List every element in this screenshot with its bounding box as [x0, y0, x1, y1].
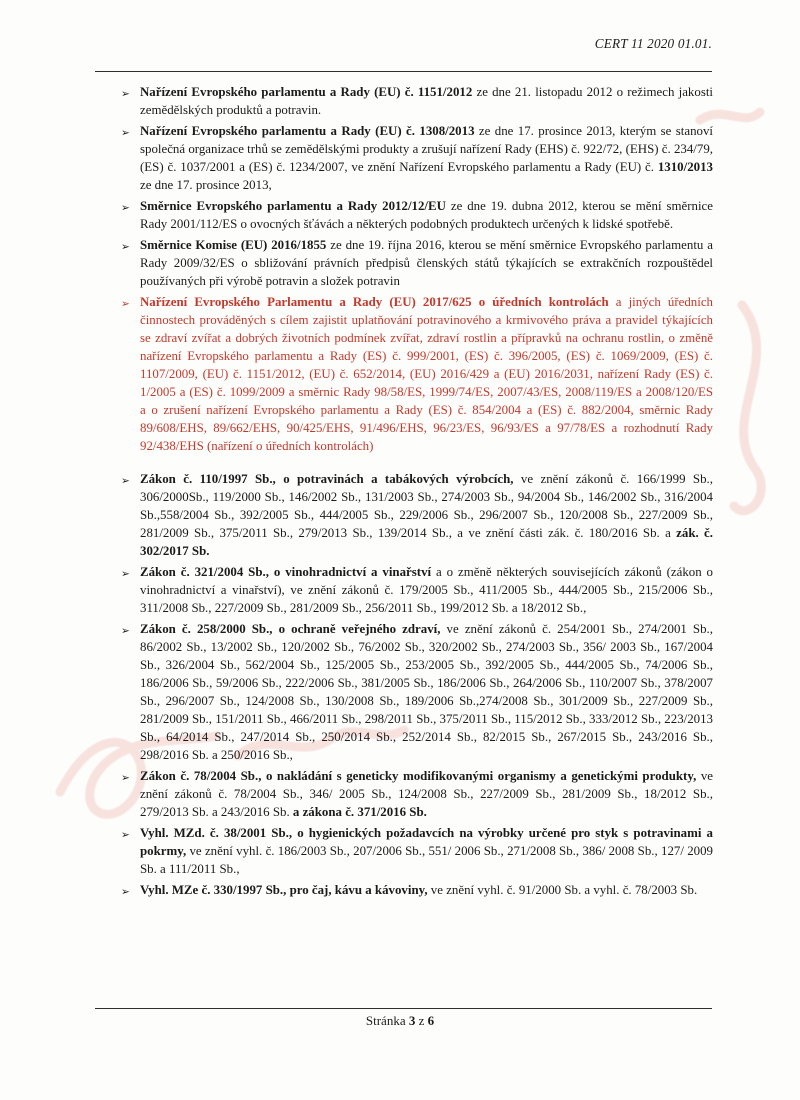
list-item-text [140, 199, 713, 231]
text-segment: a o změně některých souvisejících zákonů (zákon o vinohradnictví a vinařství), ve znění zákonů č. 179/2005 Sb., 411/2005 Sb., 444/2005 Sb., 215/2006 Sb., 311/2008 Sb., 227/2009 Sb., 281/2009 Sb., 256/2011 Sb., 199/2012 Sb. a 18/2012 Sb., [140, 565, 714, 615]
text-segment: Stránka [365, 1013, 409, 1028]
text-segment-bold: Zákon č. 110/1997 Sb., o potravinách a tabákových výrobcích, [140, 472, 514, 486]
list-bullet-icon: ➢ [121, 126, 130, 139]
text-segment-bold: zák. č. 302/2017 Sb. [140, 526, 714, 558]
list-item-text [140, 769, 713, 819]
header-divider [95, 71, 712, 72]
text-segment-bold: Směrnice Evropského parlamentu a Rady 2012/12/EU [140, 199, 446, 213]
text-segment-bold: Nařízení Evropského parlamentu a Rady (EU) č. 1151/2012 [140, 85, 473, 99]
list-item [121, 563, 713, 617]
regulation-list [121, 83, 713, 902]
page-number [0, 1013, 800, 1029]
list-item [121, 824, 713, 878]
list-item-text [140, 295, 713, 453]
list-item-text [140, 472, 713, 558]
doc-code: CERT 11 2020 01.01. [594, 36, 712, 51]
text-segment-bold: Zákon č. 78/2004 Sb., o nakládání s geneticky modifikovanými organismy a genetickými produkty, [140, 769, 697, 783]
text-segment: ve znění vyhl. č. 186/2003 Sb., 207/2006 Sb., 551/ 2006 Sb., 271/2008 Sb., 386/ 2008 Sb., 127/ 2009 Sb. a 111/2011 Sb., [140, 844, 713, 876]
list-bullet-icon: ➢ [121, 624, 130, 637]
list-bullet-icon: ➢ [121, 201, 130, 214]
text-segment: ve znění vyhl. č. 91/2000 Sb. a vyhl. č. 78/2003 Sb. [427, 883, 698, 897]
text-segment-bold: Nařízení Evropského parlamentu a Rady (EU) č. 1308/2013 [140, 124, 475, 138]
text-segment-bold: Zákon č. 258/2000 Sb., o ochraně veřejného zdraví, [140, 622, 441, 636]
list-bullet-icon: ➢ [121, 297, 130, 310]
list-item [121, 767, 713, 821]
text-segment: ze dne 19. října 2016, kterou se mění směrnice Evropského parlamentu a Rady 2009/32/ES o sbližování právních předpisů členských států týkajících se extrakčních rozpouštědel používaných při výrobě potravin a složek potravin [140, 238, 713, 288]
text-segment-bold: Zákon č. 321/2004 Sb., o vinohradnictví a vinařství [140, 565, 432, 579]
list-item [121, 236, 713, 290]
list-item-text [140, 622, 713, 762]
list-item [121, 122, 713, 194]
text-segment: a jiných úředních činnostech prováděných s cílem zajistit uplatňování potravinového a krmivového práva a pravidel týkajících se zdraví zvířat a dobrých životních podmínek zvířat, zdraví rostlin a přípravků na ochranu rostlin, o změně nařízení Evropského parlamentu a Rady (ES) č. 999/2001, (ES) č. 396/2005, (ES) č. 1069/2009, (ES) č. 1107/2009, (EU) č. 1151/2012, (EU) č. 652/2014, (EU) 2016/429 a (EU) 2016/2031, nařízení Rady (ES) č. 1/2005 a (ES) č. 1099/2009 a směrnic Rady 98/58/ES, 1999/74/ES, 2007/43/ES, 2008/119/ES a 2008/120/ES a o zrušení nařízení Evropského parlamentu a Rady (ES) č. 854/2004 a (ES) č. 882/2004, směrnic Rady 89/608/EHS, 89/662/EHS, 90/425/EHS, 91/496/EHS, 96/23/ES, 96/93/ES a 97/78/ES a rozhodnutí Rady 92/438/EHS (nařízení o úředních kontrolách) [140, 295, 713, 453]
list-item-text [140, 883, 697, 897]
list-item [121, 197, 713, 233]
list-bullet-icon: ➢ [121, 771, 130, 784]
list-bullet-icon: ➢ [121, 474, 130, 487]
text-segment: ve znění zákonů č. 166/1999 Sb., 306/2000Sb., 119/2000 Sb., 146/2002 Sb., 131/2003 Sb., 274/2003 Sb., 94/2004 Sb., 146/2002 Sb., 316/2004 Sb.,558/2004 Sb., 392/2005 Sb., 444/2005 Sb., 229/2006 Sb., 296/2007 Sb., 120/2008 Sb., 227/2009 Sb., 281/2009 Sb., 375/2011 Sb., 279/2013 Sb., 139/2014 Sb., a ve znění části zák. č. 180/2016 Sb. a [140, 472, 713, 540]
list-item [121, 293, 713, 455]
text-segment-bold: Nařízení Evropského Parlamentu a Rady (EU) 2017/625 o úředních kontrolách [140, 295, 609, 309]
text-segment: ve znění zákonů č. 78/2004 Sb., 346/ 2005 Sb., 124/2008 Sb., 227/2009 Sb., 281/2009 Sb., 18/2012 Sb., 279/2013 Sb. a 243/2016 Sb. [140, 769, 714, 819]
text-segment-bold: Vyhl. MZe č. 330/1997 Sb., pro čaj, kávu a kávoviny, [140, 883, 428, 897]
list-item [121, 881, 713, 899]
text-segment: ze dne 19. dubna 2012, kterou se mění směrnice Rady 2001/112/ES o ovocných šťávách a některých podobných produktech určených k lidské spotřebě. [140, 199, 713, 231]
text-segment-bold: 3 [408, 1013, 416, 1028]
list-bullet-icon: ➢ [121, 567, 130, 580]
list-bullet-icon: ➢ [121, 885, 130, 898]
text-segment-bold: Vyhl. MZd. č. 38/2001 Sb., o hygienických požadavcích na výrobky určené pro styk s potravinami a pokrmy, [140, 826, 713, 858]
list-item [121, 620, 713, 764]
text-segment: ze dne 17. prosince 2013, kterým se stanoví společná organizace trhů se zemědělskými produkty a zrušují nařízení Rady (EHS) č. 922/72, (EHS) č. 234/79, (ES) č. 1037/2001 a (ES) č. 1234/2007, ve znění Nařízení Evropského parlamentu a Rady (EU) č. [140, 124, 713, 174]
list-bullet-icon: ➢ [121, 240, 130, 253]
text-segment-bold: 1310/2013 [657, 160, 713, 174]
list-item [121, 470, 713, 560]
text-segment-bold: 6 [427, 1013, 435, 1028]
text-segment: ze dne 21. listopadu 2012 o režimech jakosti zemědělských produktů a potravin. [140, 85, 713, 117]
text-segment: ze dne 17. prosince 2013, [140, 178, 272, 192]
list-bullet-icon: ➢ [121, 828, 130, 841]
text-segment: z [415, 1013, 428, 1028]
list-bullet-icon: ➢ [121, 87, 130, 100]
list-item [121, 83, 713, 119]
text-segment-bold: a zákona č. 371/2016 Sb. [292, 805, 427, 819]
list-item-text [140, 124, 713, 192]
list-item-text [140, 565, 713, 615]
list-item-text [140, 85, 713, 117]
text-segment: ve znění zákonů č. 254/2001 Sb., 274/2001 Sb., 86/2002 Sb., 13/2002 Sb., 120/2002 Sb., 76/2002 Sb., 320/2002 Sb., 274/2003 Sb., 356/ 2003 Sb., 167/2004 Sb., 326/2004 Sb., 562/2004 Sb., 125/2005 Sb., 253/2005 Sb., 392/2005 Sb., 444/2005 Sb., 74/2006 Sb., 186/2006 Sb., 59/2006 Sb., 222/2006 Sb., 381/2005 Sb., 186/2006 Sb., 264/2006 Sb., 110/2007 Sb., 378/2007 Sb., 296/2007 Sb., 124/2008 Sb., 130/2008 Sb., 189/2006 Sb.,274/2008 Sb., 301/2009 Sb., 227/2009 Sb., 281/2009 Sb., 151/2011 Sb., 466/2011 Sb., 298/2011 Sb., 375/2011 Sb., 115/2012 Sb., 333/2012 Sb., 223/2013 Sb., 64/2014 Sb., 247/2014 Sb., 250/2014 Sb., 252/2014 Sb., 82/2015 Sb., 267/2015 Sb., 243/2016 Sb., 298/2016 Sb. a 250/2016 Sb., [140, 622, 713, 762]
list-item-text [140, 238, 713, 288]
text-segment-bold: Směrnice Komise (EU) 2016/1855 [140, 238, 327, 252]
list-item-text [140, 826, 713, 876]
footer-divider [95, 1008, 712, 1009]
